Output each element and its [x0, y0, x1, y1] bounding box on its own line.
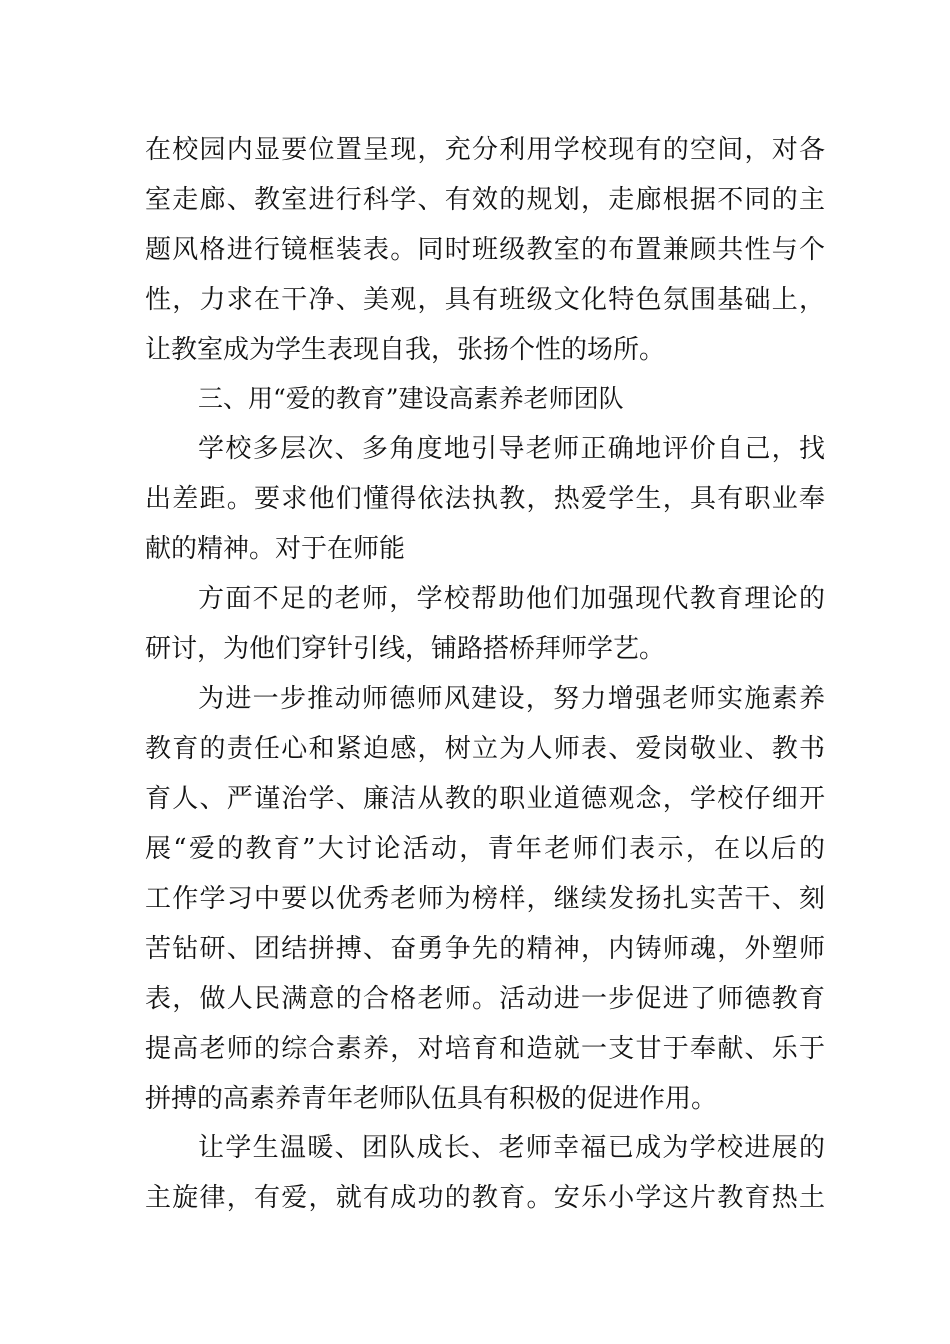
- text-line: 为进一步推动师德师风建设，努力增强老师实施素养: [198, 684, 825, 714]
- text-line: 研讨，为他们穿针引线，铺路搭桥拜师学艺。: [145, 634, 666, 664]
- text-line: 育人、严谨治学、廉洁从教的职业道德观念，学校仔细开: [145, 784, 825, 814]
- text-line: 表，做人民满意的合格老师。活动进一步促进了师德教育: [145, 984, 825, 1014]
- text-line: 让学生温暖、团队成长、老师幸福已成为学校进展的: [198, 1133, 825, 1163]
- text-line: 方面不足的老师，学校帮助他们加强现代教育理论的: [198, 584, 825, 614]
- text-line: 出差距。要求他们懂得依法执教，热爱学生，具有职业奉: [145, 484, 825, 514]
- text-line: 教育的责任心和紧迫感，树立为人师表、爱岗敬业、教书: [145, 734, 825, 764]
- text-line: 提高老师的综合素养，对培育和造就一支甘于奉献、乐于: [145, 1034, 825, 1064]
- text-line: 献的精神。对于在师能: [145, 534, 406, 564]
- text-line: 拼搏的高素养青年老师队伍具有积极的促进作用。: [145, 1084, 718, 1114]
- text-line: 让教室成为学生表现自我，张扬个性的场所。: [145, 335, 666, 365]
- text-line: 工作学习中要以优秀老师为榜样，继续发扬扎实苦干、刻: [145, 884, 825, 914]
- text-line: 性，力求在干净、美观，具有班级文化特色氛围基础上，: [145, 285, 825, 315]
- text-line: 苦钻研、团结拼搏、奋勇争先的精神，内铸师魂，外塑师: [145, 934, 825, 964]
- text-line: 主旋律，有爱，就有成功的教育。安乐小学这片教育热土: [145, 1183, 825, 1213]
- text-line: 室走廊、教室进行科学、有效的规划，走廊根据不同的主: [145, 185, 825, 215]
- section-heading: 三、用“爱的教育”建设高素养老师团队: [198, 384, 624, 413]
- text-line: 展“爱的教育”大讨论活动，青年老师们表示，在以后的: [145, 834, 825, 864]
- text-line: 题风格进行镜框装表。同时班级教室的布置兼顾共性与个: [145, 235, 825, 265]
- text-line: 在校园内显要位置呈现，充分利用学校现有的空间，对各: [145, 135, 825, 165]
- text-line: 学校多层次、多角度地引导老师正确地评价自己，找: [198, 434, 825, 464]
